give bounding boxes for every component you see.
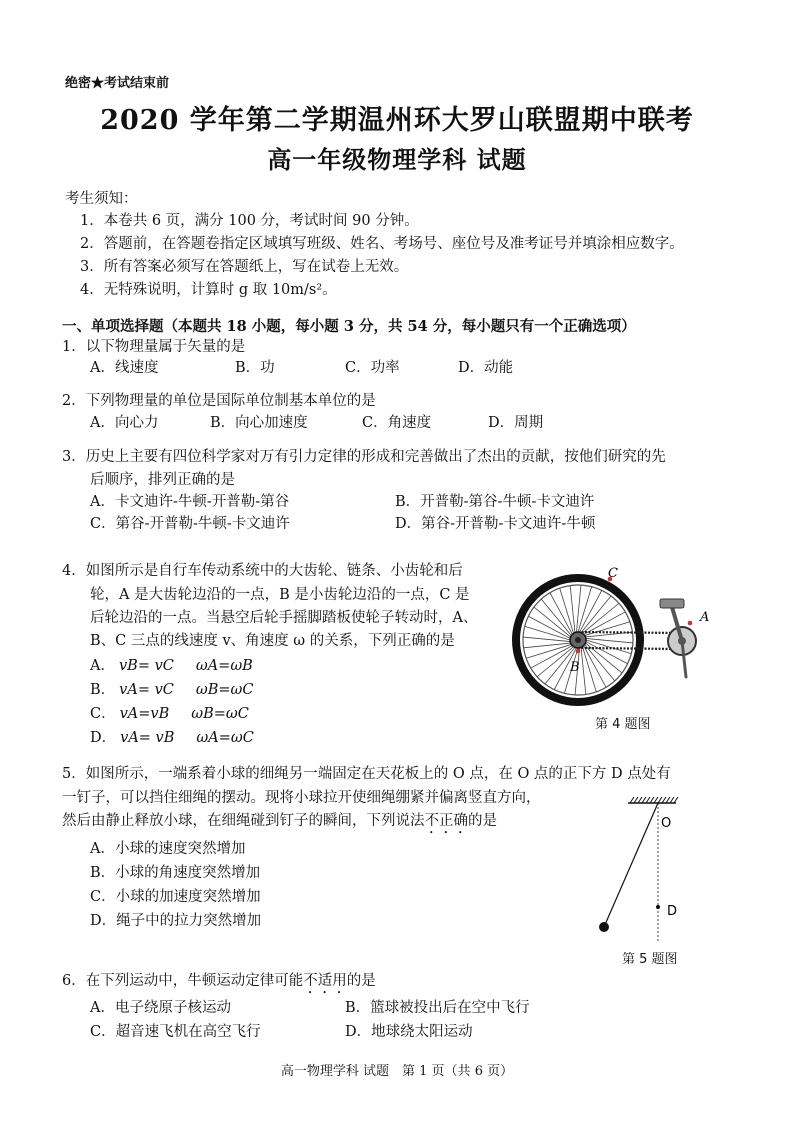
section-heading: 一、单项选择题（本题共 18 小题，每小题 3 分，共 54 分，每小题只有一个正确选项）: [62, 318, 636, 335]
string: [604, 803, 658, 927]
point-b-marker: [576, 649, 581, 654]
q4-figure-caption: 第 4 题图: [595, 717, 651, 732]
hatch-line: [662, 797, 666, 803]
q1-option-b: B．功: [235, 360, 275, 376]
hatch-line: [670, 797, 674, 803]
q5-figure-caption: 第 5 题图: [622, 952, 678, 967]
hatch-line: [638, 797, 642, 803]
q2-option-c: C．角速度: [362, 415, 432, 431]
notice-item: 4．无特殊说明，计算时 g 取 10m/s²。: [80, 282, 337, 298]
hatch-line: [654, 797, 658, 803]
hatch-line: [642, 797, 646, 803]
label-c: C: [608, 566, 618, 581]
q6-stem: 6．在下列运动中，牛顿运动定律可能不适用的是: [62, 973, 376, 989]
hatch-line: [630, 797, 634, 803]
q5-stem-cont: 一钉子，可以挡住细绳的摆动。现将小球拉开使细绳绷紧并偏离竖直方向，: [62, 790, 541, 806]
chain: [578, 632, 682, 649]
label-o: O: [661, 816, 672, 831]
notice-item: 3．所有答案必须写在答题纸上，写在试卷上无效。: [80, 259, 409, 275]
exam-title: 2020 学年第二学期温州环大罗山联盟期中联考: [100, 105, 694, 136]
q4-option-d: D． vA= vB ωA=ωC: [90, 730, 254, 746]
q3-option-b: B．开普勒-第谷-牛顿-卡文迪许: [395, 494, 595, 510]
q1-option-a: A．线速度: [90, 360, 159, 376]
q2-option-b: B．向心加速度: [210, 415, 308, 431]
ceiling-hatch: [630, 797, 678, 803]
pedal: [660, 599, 684, 608]
q4-option-b: B． vA= vC ωB=ωC: [90, 682, 254, 698]
q4-stem-cont: B、C 三点的线速度 v、角速度 ω 的关系，下列正确的是: [90, 633, 455, 649]
label-b: B: [570, 660, 580, 675]
q2-option-a: A．向心力: [90, 415, 159, 431]
q3-option-c: C．第谷-开普勒-牛顿-卡文迪许: [90, 516, 290, 532]
label-d: D: [667, 904, 678, 919]
point-a-marker: [688, 621, 693, 626]
nail-point: [656, 905, 660, 909]
q2-stem: 2．下列物理量的单位是国际单位制基本单位的是: [62, 393, 376, 409]
hatch-line: [650, 797, 654, 803]
notice-heading: 考生须知：: [65, 191, 138, 207]
q1-option-c: C．功率: [345, 360, 400, 376]
q5-stem-cont: 然后由静止释放小球，在细绳碰到钉子的瞬间，下列说法不正确的是: [62, 813, 497, 829]
q4-option-a: A． vB= vC ωA=ωB: [90, 658, 253, 674]
q6-option-b: B．篮球被投出后在空中飞行: [345, 1000, 530, 1016]
q4-stem-cont: 后轮边沿的一点。当悬空后轮手摇脚踏板使轮子转动时，A、: [90, 610, 478, 626]
q3-stem: 3．历史上主要有四位科学家对万有引力定律的形成和完善做出了杰出的贡献，按他们研究的先: [62, 449, 666, 465]
q1-stem: 1．以下物理量属于矢量的是: [62, 339, 246, 355]
q3-option-a: A．卡文迪许-牛顿-开普勒-第谷: [90, 494, 290, 510]
label-a: A: [700, 610, 710, 625]
q6-option-c: C．超音速飞机在高空飞行: [90, 1024, 261, 1040]
q5-option-d: D．绳子中的拉力突然增加: [90, 913, 262, 929]
q5-option-b: B．小球的角速度突然增加: [90, 865, 261, 881]
exam-subtitle: 高一年级物理学科 试题: [267, 145, 527, 174]
q1-option-d: D．动能: [458, 360, 514, 376]
q6-option-d: D．地球绕太阳运动: [345, 1024, 473, 1040]
q4-stem-cont: 轮，A 是大齿轮边沿的一点，B 是小齿轮边沿的一点，C 是: [90, 587, 470, 603]
notice-item: 1．本卷共 6 页，满分 100 分，考试时间 90 分钟。: [80, 213, 419, 229]
q4-stem: 4．如图所示是自行车传动系统中的大齿轮、链条、小齿轮和后: [62, 563, 463, 579]
q5-emphasis: 不正确: [424, 813, 468, 829]
q5-option-a: A．小球的速度突然增加: [90, 841, 246, 857]
hatch-line: [634, 797, 638, 803]
q5-stem: 5．如图所示，一端系着小球的细绳另一端固定在天花板上的 O 点，在 O 点的正下方 D 点处有: [62, 766, 671, 782]
pendulum-figure: [590, 797, 700, 942]
page-footer: 高一物理学科 试题 第 1 页（共 6 页）: [280, 1064, 514, 1079]
bicycle-figure: [510, 565, 735, 710]
confidential-mark: 绝密★考试结束前: [65, 76, 170, 91]
q3-option-d: D．第谷-开普勒-卡文迪许-牛顿: [395, 516, 596, 532]
q2-option-d: D．周期: [488, 415, 544, 431]
q6-option-a: A．电子绕原子核运动: [90, 1000, 231, 1016]
hatch-line: [666, 797, 670, 803]
ball: [599, 922, 609, 932]
hatch-line: [646, 797, 650, 803]
q6-emphasis: 不适用: [303, 973, 347, 989]
notice-item: 2．答题前，在答题卷指定区域填写班级、姓名、考场号、座位号及准考证号并填涂相应数字。: [80, 236, 684, 252]
hatch-line: [674, 797, 678, 803]
q3-stem-cont: 后顺序，排列正确的是: [90, 472, 235, 488]
hatch-line: [658, 797, 662, 803]
q5-option-c: C．小球的加速度突然增加: [90, 889, 261, 905]
rear-hub: [575, 637, 581, 643]
q4-option-c: C． vA=vB ωB=ωC: [90, 706, 249, 722]
